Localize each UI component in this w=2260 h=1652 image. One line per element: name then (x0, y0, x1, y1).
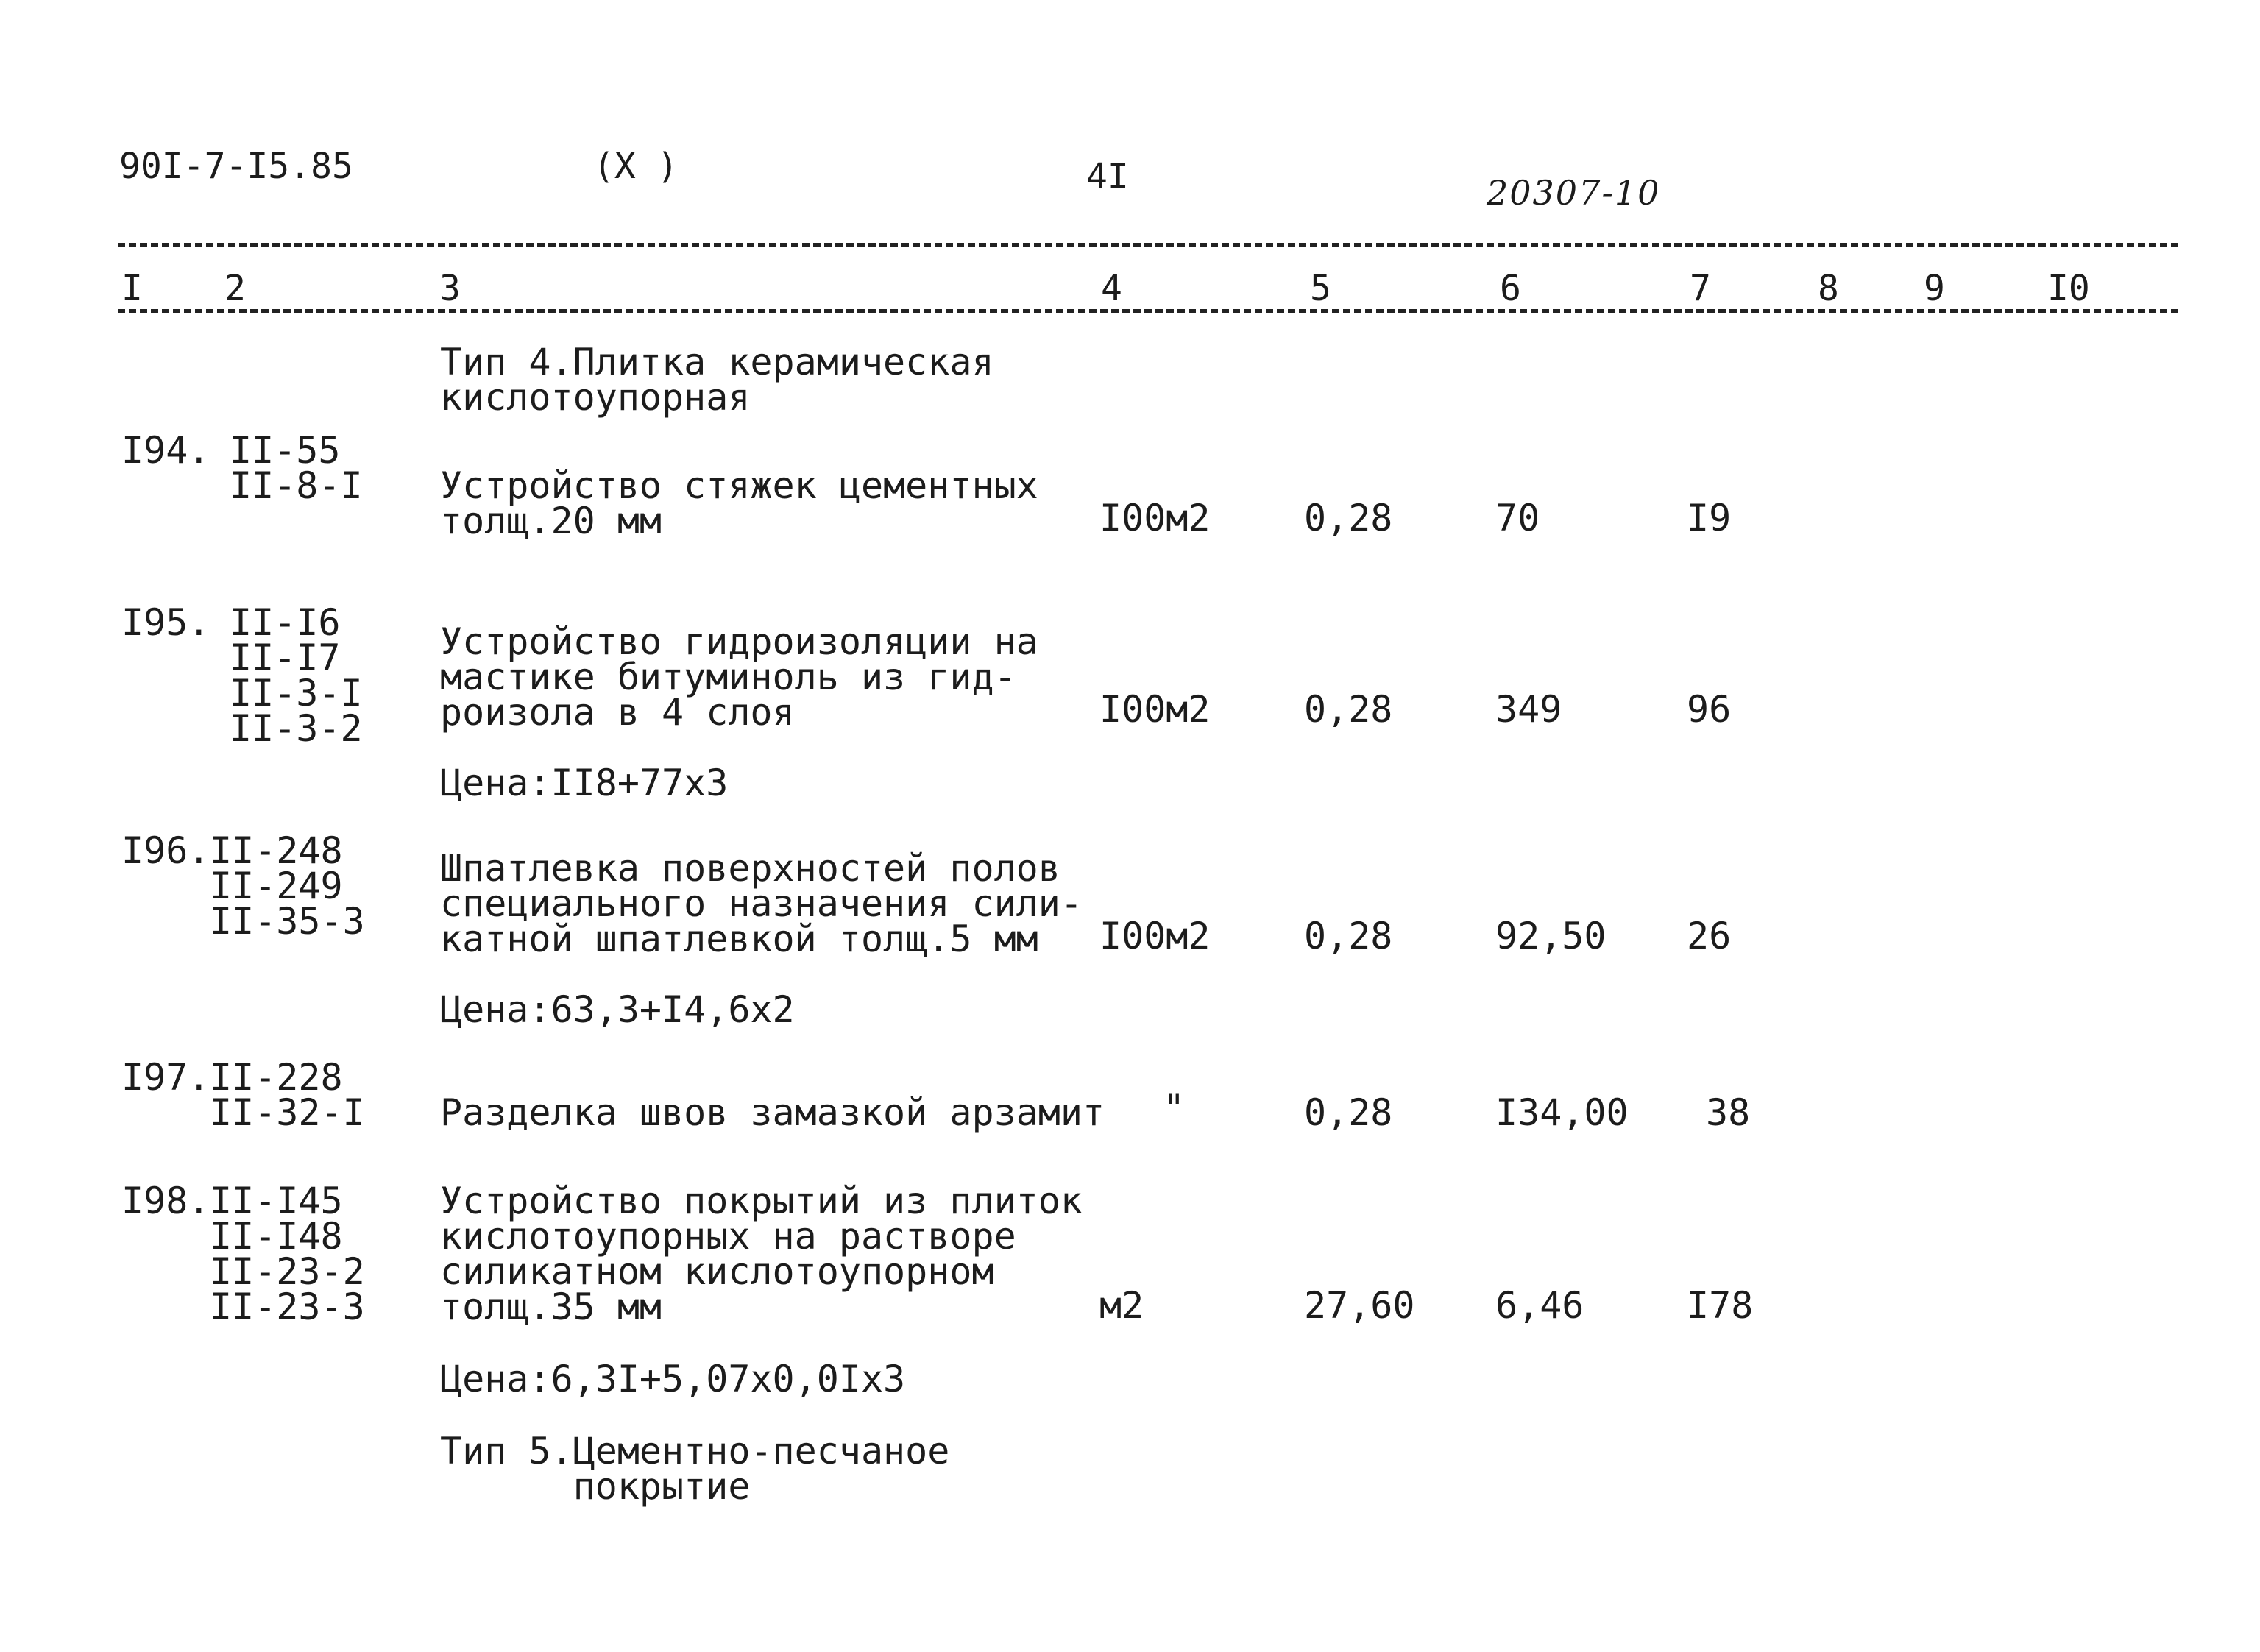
column-number: 2 (224, 268, 246, 309)
row-codes: II-I45 II-I48 II-23-2 II-23-3 (210, 1180, 365, 1328)
row-quantity: 0,28 (1304, 1091, 1393, 1134)
row-number: I96. (121, 829, 210, 872)
row-codes: II-I6 II-I7 II-3-I II-3-2 (230, 601, 363, 750)
row-number: I94. (121, 429, 210, 472)
row-description: Разделка швов замазкой арзамит (440, 1091, 1105, 1134)
column-number: I0 (2047, 268, 2090, 309)
row-codes: II-228 II-32-I (210, 1056, 365, 1134)
row-description: Устройство покрытий из плиток кислотоупорных на растворе силикатном кислотоупорном толщ.35 мм (440, 1180, 1083, 1328)
row-price: 92,50 (1495, 915, 1607, 957)
document-mark: (X ) (593, 146, 679, 187)
row-quantity: 0,28 (1304, 915, 1393, 957)
row-description: Шпатлевка поверхностей полов специального назначения сили- катной шпатлевкой толщ.5 мм (440, 847, 1083, 960)
page-number: 4I (1086, 156, 1129, 197)
section-heading: Тип 5.Цементно-песчаное покрытие (440, 1430, 950, 1508)
row-quantity: 0,28 (1304, 688, 1393, 731)
row-unit: I00м2 (1099, 497, 1211, 539)
row-unit: I00м2 (1099, 688, 1211, 731)
column-number: 8 (1818, 268, 1839, 309)
row-total: 96 (1687, 688, 1732, 731)
row-codes: II-55 II-8-I (230, 429, 363, 507)
column-number: 5 (1310, 268, 1331, 309)
row-price: 349 (1495, 688, 1562, 731)
column-number: 6 (1500, 268, 1521, 309)
column-number: 7 (1690, 268, 1711, 309)
row-price: 70 (1495, 497, 1540, 539)
row-quantity: 0,28 (1304, 497, 1393, 539)
row-number: I95. (121, 601, 210, 644)
section-heading: Тип 4.Плитка керамическая кислотоупорная (440, 341, 994, 419)
row-price-formula: Цена:II8+77х3 (440, 762, 729, 804)
row-number: I97. (121, 1056, 210, 1099)
row-number: I98. (121, 1180, 210, 1222)
row-total: 26 (1687, 915, 1732, 957)
row-price-formula: Цена:6,3I+5,07х0,0Iх3 (440, 1358, 906, 1400)
row-description: Устройство гидроизоляции на мастике битуминоль из гид- роизола в 4 слоя (440, 620, 1038, 734)
column-number: 9 (1924, 268, 1945, 309)
row-unit: I00м2 (1099, 915, 1211, 957)
row-total: I78 (1687, 1284, 1754, 1327)
row-price: 6,46 (1495, 1284, 1584, 1327)
handwritten-note: 20307-10 (1487, 173, 1661, 213)
document-code: 90I-7-I5.85 (119, 146, 353, 187)
row-quantity: 27,60 (1304, 1284, 1415, 1327)
row-total: I9 (1687, 497, 1732, 539)
column-number: I (121, 268, 143, 309)
row-unit-ditto: " (1163, 1087, 1186, 1130)
row-total: 38 (1706, 1091, 1751, 1134)
column-number: 3 (439, 268, 461, 309)
row-unit: м2 (1099, 1284, 1144, 1327)
header-rule-top (118, 243, 2178, 247)
header-rule-bottom (118, 309, 2178, 313)
row-price: I34,00 (1495, 1091, 1629, 1134)
row-codes: II-248 II-249 II-35-3 (210, 829, 365, 943)
row-description: Устройство стяжек цементных толщ.20 мм (440, 464, 1038, 542)
column-number: 4 (1101, 268, 1122, 309)
row-price-formula: Цена:63,3+I4,6х2 (440, 988, 795, 1031)
